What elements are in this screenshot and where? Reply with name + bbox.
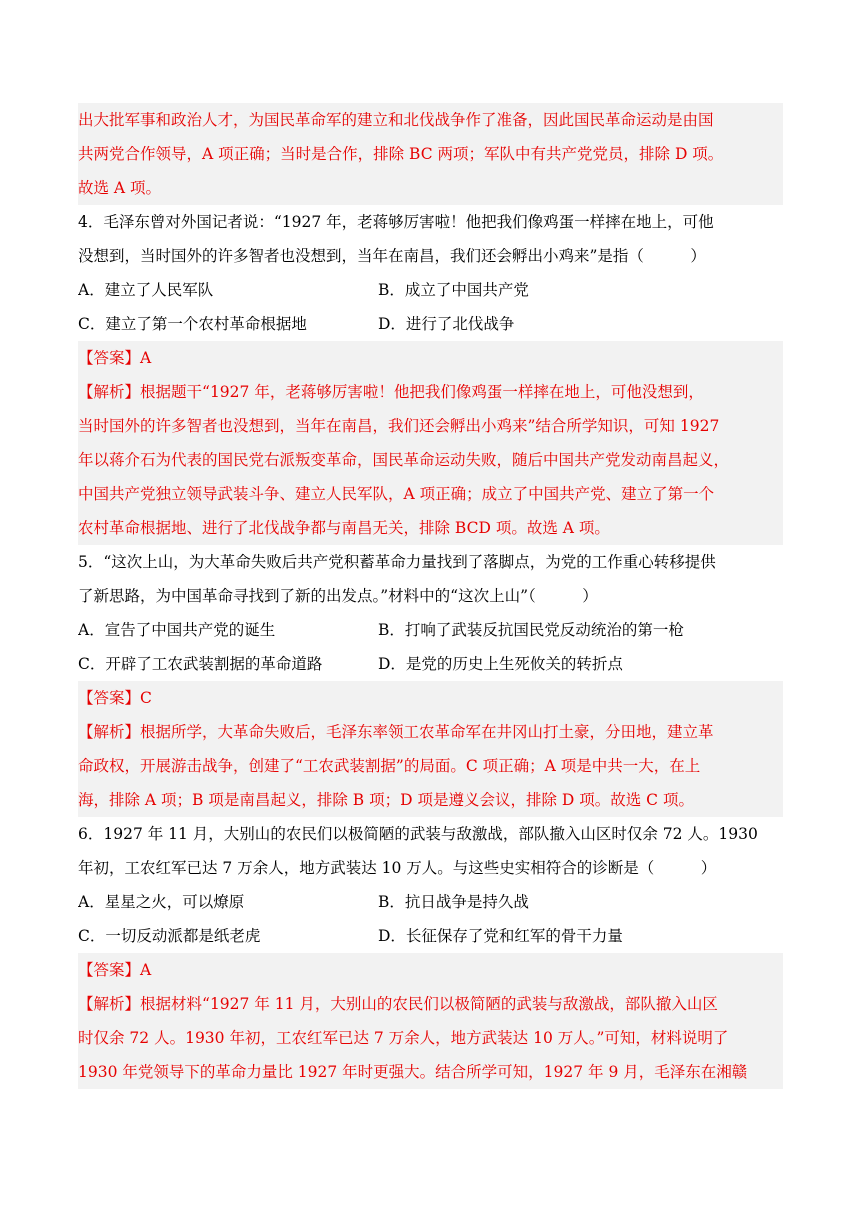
prev-analysis — [78, 103, 783, 205]
options-row — [78, 307, 783, 341]
answer-tag: 【答案】 — [78, 961, 141, 979]
option-d: D．是党的历史上生死攸关的转折点 — [378, 655, 623, 673]
answer-value: A — [140, 349, 152, 367]
option-b: B．成立了中国共产党 — [378, 281, 529, 299]
options-row — [78, 613, 783, 647]
options-row — [78, 919, 783, 953]
option-d: D．长征保存了党和红军的骨干力量 — [378, 927, 623, 945]
analysis-line — [78, 375, 783, 409]
answer-line — [78, 681, 783, 715]
analysis-line: 时仅余 72 人。1930 年初，工农红军已达 7 万余人，地方武装达 10 万人。”可知，材料说明了 — [78, 1021, 783, 1055]
analysis-text: 根据所学，大革命失败后，毛泽东率领工农革命军在井冈山打土豪，分田地，建立革 — [140, 723, 714, 741]
question-stem-line: 4．毛泽东曾对外国记者说：“1927 年，老蒋够厉害啦！他把我们像鸡蛋一样摔在地上，可他 — [78, 213, 714, 231]
question-stem-line: 5．“这次上山，为大革命失败后共产党积蓄革命力量找到了落脚点，为党的工作重心转移提供 — [78, 553, 716, 571]
option-c: C．建立了第一个农村革命根据地 — [78, 315, 307, 333]
analysis-line — [78, 987, 783, 1021]
question-4 — [78, 205, 783, 545]
option-c: C．一切反动派都是纸老虎 — [78, 927, 261, 945]
option-a: A．星星之火，可以燎原 — [78, 893, 245, 911]
answer-value: C — [140, 689, 152, 707]
analysis-line: 1930 年党领导下的革命力量比 1927 年时更强大。结合所学可知，1927 年 9 月，毛泽东在湘赣 — [78, 1055, 783, 1089]
answer-line — [78, 953, 783, 987]
question-stem-line: 了新思路，为中国革命寻找到了新的出发点。”材料中的“这次上山”（ ） — [78, 587, 598, 605]
option-d: D．进行了北伐战争 — [378, 315, 515, 333]
analysis-line: 出大批军事和政治人才，为国民革命军的建立和北伐战争作了准备，因此国民革命运动是由国 — [78, 103, 783, 137]
options-row — [78, 885, 783, 919]
document-body — [78, 103, 783, 1089]
analysis-line: 故选 A 项。 — [78, 171, 783, 205]
option-c: C．开辟了工农武装割据的革命道路 — [78, 655, 323, 673]
analysis-text: 根据题干“1927 年，老蒋够厉害啦！他把我们像鸡蛋一样摔在地上，可他没想到， — [140, 383, 704, 401]
option-b: B．抗日战争是持久战 — [378, 893, 529, 911]
answer-line — [78, 341, 783, 375]
analysis-line — [78, 715, 783, 749]
analysis-line: 命政权，开展游击战争，创建了“工农武装割据”的局面。C 项正确；A 项是中共一大，在上 — [78, 749, 783, 783]
analysis-line: 当时国外的许多智者也没想到，当年在南昌，我们还会孵出小鸡来”结合所学知识，可知 1927 — [78, 409, 783, 443]
option-a: A．宣告了中国共产党的诞生 — [78, 621, 276, 639]
question-stem-line: 年初，工农红军已达 7 万余人，地方武装达 10 万人。与这些史实相符合的诊断是（ ） — [78, 859, 717, 877]
question-stem-line: 6．1927 年 11 月，大别山的农民们以极简陋的武装与敌激战，部队撤入山区时仅余 72 人。1930 — [78, 825, 758, 843]
analysis-line: 海，排除 A 项；B 项是南昌起义，排除 B 项；D 项是遵义会议，排除 D 项。故选 C 项。 — [78, 783, 783, 817]
option-b: B．打响了武装反抗国民党反动统治的第一枪 — [378, 621, 684, 639]
answer-tag: 【答案】 — [78, 349, 141, 367]
analysis-line: 年以蒋介石为代表的国民党右派叛变革命，国民革命运动失败，随后中国共产党发动南昌起义， — [78, 443, 783, 477]
analysis-tag: 【解析】 — [78, 723, 141, 741]
answer-value: A — [140, 961, 152, 979]
analysis-tag: 【解析】 — [78, 383, 141, 401]
option-a: A．建立了人民军队 — [78, 281, 214, 299]
answer-tag: 【答案】 — [78, 689, 141, 707]
analysis-line: 共两党合作领导，A 项正确；当时是合作，排除 BC 两项；军队中有共产党党员，排除 D 项。 — [78, 137, 783, 171]
analysis-text: 根据材料“1927 年 11 月，大别山的农民们以极简陋的武装与敌激战，部队撤入山区 — [140, 995, 718, 1013]
question-stem-line: 没想到，当时国外的许多智者也没想到，当年在南昌，我们还会孵出小鸡来”是指（ ） — [78, 247, 706, 265]
analysis-line: 农村革命根据地、进行了北伐战争都与南昌无关，排除 BCD 项。故选 A 项。 — [78, 511, 783, 545]
question-6 — [78, 817, 783, 1089]
analysis-line: 中国共产党独立领导武装斗争、建立人民军队，A 项正确；成立了中国共产党、建立了第一个 — [78, 477, 783, 511]
analysis-tag: 【解析】 — [78, 995, 141, 1013]
options-row — [78, 273, 783, 307]
options-row — [78, 647, 783, 681]
question-5 — [78, 545, 783, 817]
